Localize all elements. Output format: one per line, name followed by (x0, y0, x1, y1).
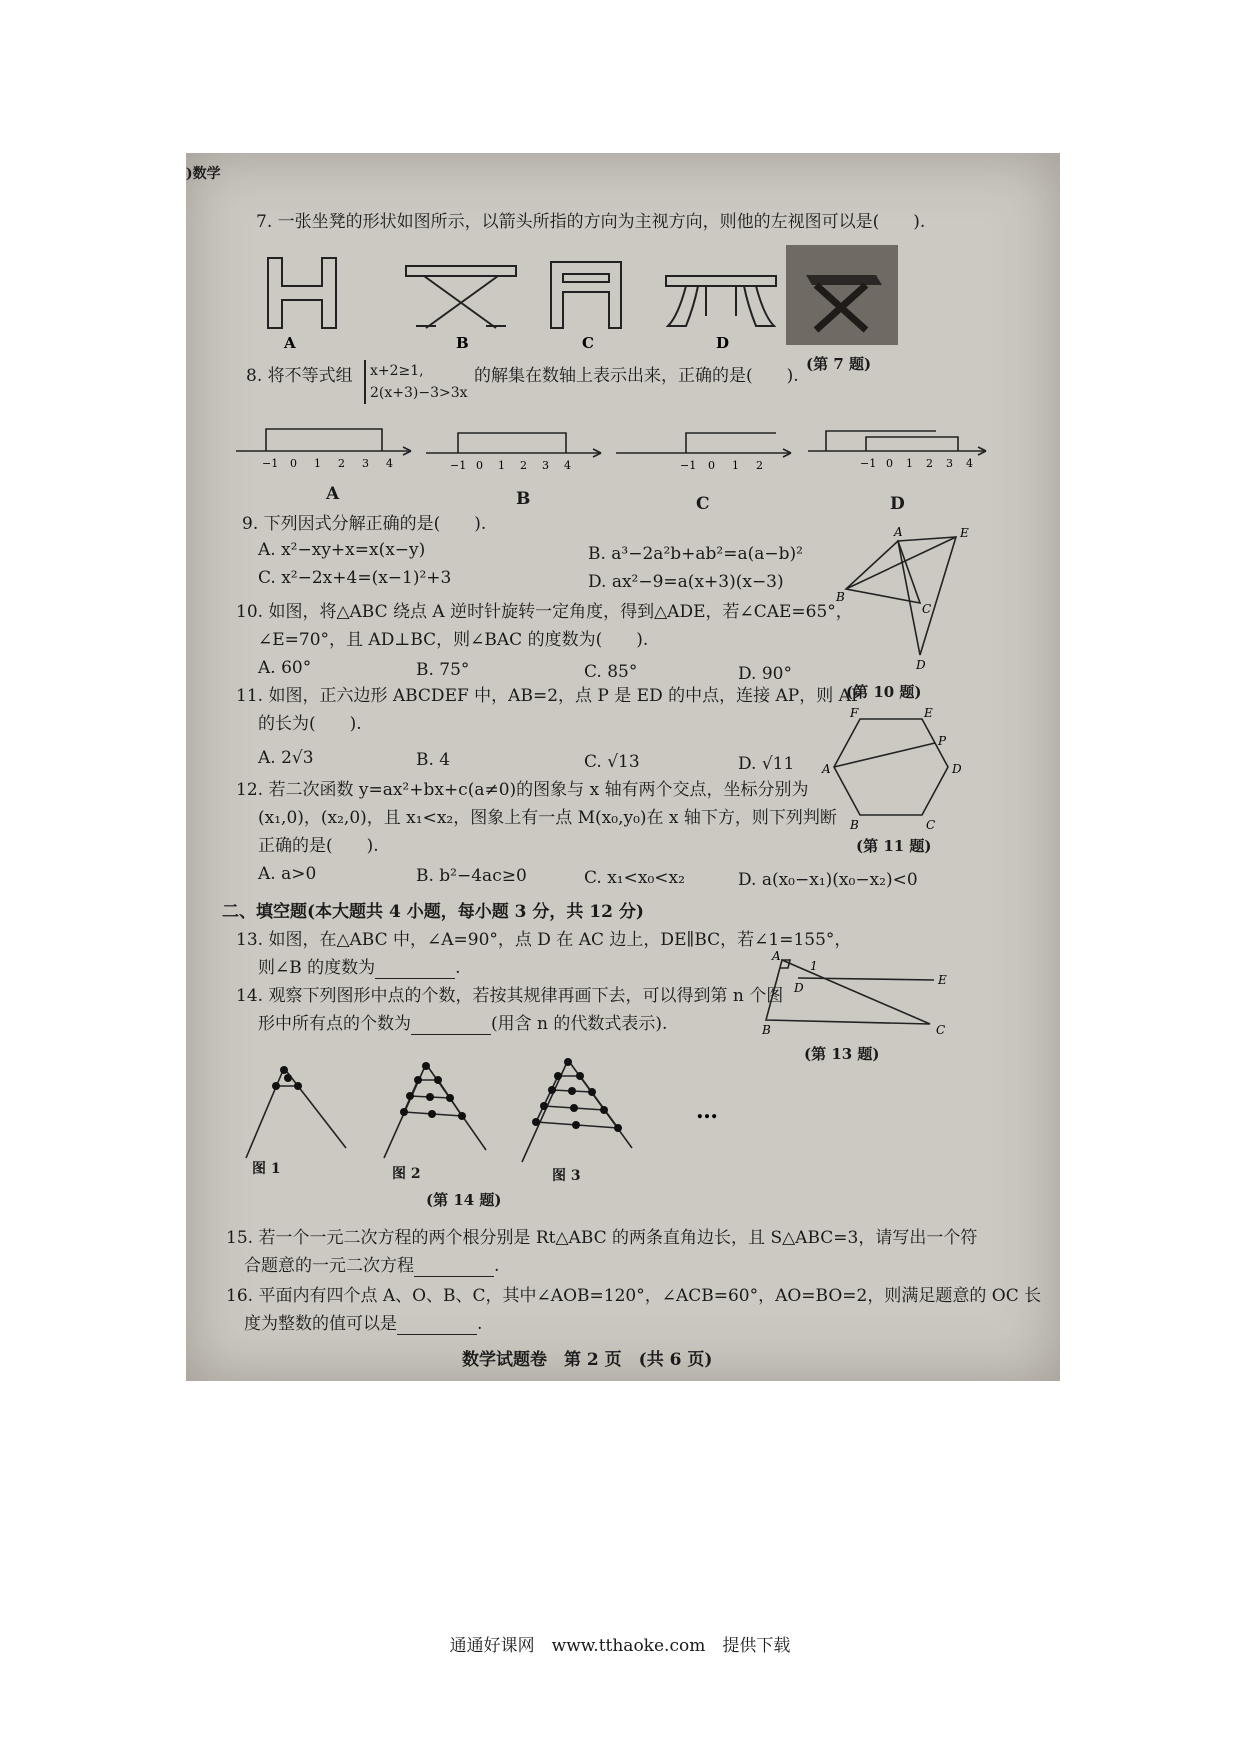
q16-line1: 16. 平面内有四个点 A、O、B、C，其中∠AOB=120°，∠ACB=60°，AO=BO=2，则满足题意的 OC 长 (226, 1286, 1042, 1306)
q11-label-f: F (850, 706, 859, 720)
q7-figure-d (666, 276, 776, 326)
q12-option-c: C. x₁<x₀<x₂ (584, 868, 685, 888)
q11-label-d: D (952, 762, 962, 776)
q11-label-a: A (822, 762, 831, 776)
q8-label-d: D (890, 494, 905, 514)
q7-option-figures (256, 248, 796, 352)
q9-stem: 9. 下列因式分解正确的是( ). (242, 514, 487, 534)
q15-line2: 合题意的一元二次方程 . (244, 1256, 500, 1276)
q7-stem: 7. 一张坐凳的形状如图所示，以箭头所指的方向为主视方向，则他的左视图可以是( ). (256, 212, 926, 232)
q13-label-b: B (762, 1023, 771, 1037)
q14-caption: (第 14 题) (426, 1191, 502, 1209)
q7-label-a: A (284, 334, 296, 352)
q8-stem-pre: 8. 将不等式组 (246, 366, 353, 386)
q11-option-c: C. √13 (584, 752, 640, 772)
q13-label-d: D (794, 981, 804, 995)
q10-option-b: B. 75° (416, 660, 470, 680)
q8-b-tick-5: 3 (542, 459, 549, 472)
q12-option-d: D. a(x₀−x₁)(x₀−x₂)<0 (738, 870, 918, 890)
q8-d-tick-1: −1 (860, 457, 877, 470)
q8-c-tick-3: 1 (732, 459, 739, 472)
q15-answer-blank[interactable] (414, 1260, 494, 1277)
q11-option-d: D. √11 (738, 754, 795, 774)
q10-label-c: C (922, 602, 932, 616)
q10-line1: 10. 如图，将△ABC 绕点 A 逆时针旋转一定角度，得到△ADE，若∠CAE=65°， (236, 602, 853, 622)
q7-caption: (第 7 题) (806, 355, 872, 373)
q10-option-d: D. 90° (738, 664, 792, 684)
q10-option-c: C. 85° (584, 662, 638, 682)
q11-caption: (第 11 题) (856, 837, 932, 855)
q8-a-tick-4: 2 (338, 457, 345, 470)
q12-line2: (x₁,0)，(x₂,0)，且 x₁<x₂，图象上有一点 M(x₀,y₀)在 x 轴下方，则下列判断 (258, 808, 837, 828)
site-footer: 通通好课网 www.tthaoke.com 提供下载 (449, 1636, 791, 1656)
q7-figure-c (551, 262, 621, 328)
q7-stool-photo (786, 245, 898, 345)
q13-label-1: 1 (810, 959, 818, 973)
q13-line2: 则∠B 的度数为 . (258, 958, 461, 978)
q13-figure (762, 948, 962, 1038)
q14-line1: 14. 观察下列图形中点的个数，若按其规律再画下去，可以得到第 n 个图 (236, 986, 784, 1006)
q8-label-a: A (326, 484, 340, 504)
q10-line2: ∠E=70°，且 AD⊥BC，则∠BAC 的度数为( ). (258, 630, 649, 650)
q8-c-tick-1: −1 (680, 459, 697, 472)
q14-ellipsis: … (696, 1098, 718, 1124)
q15-line2-text: 合题意的一元二次方程 (244, 1256, 414, 1276)
q14-fig2-label: 图 2 (392, 1166, 421, 1182)
q8-b-tick-4: 2 (520, 459, 527, 472)
q11-option-a: A. 2√3 (258, 748, 314, 768)
q7-label-d: D (716, 334, 730, 352)
q8-label-b: B (516, 489, 531, 509)
q10-label-a: A (894, 525, 903, 539)
q10-figure (836, 523, 1006, 683)
q12-line3: 正确的是( ). (258, 836, 379, 856)
q16-line2: 度为整数的值可以是 . (244, 1314, 483, 1334)
q13-line2-text: 则∠B 的度数为 (258, 958, 376, 978)
q11-line2: 的长为( ). (258, 714, 362, 734)
q12-line1: 12. 若二次函数 y=ax²+bx+c(a≠0)的图象与 x 轴有两个交点，坐标分别为 (236, 780, 809, 800)
corner-label: )数学 (186, 166, 221, 182)
q11-line1: 11. 如图，正六边形 ABCDEF 中，AB=2，点 P 是 ED 的中点，连接 AP，则 AP (236, 686, 863, 706)
q14-line2a: 形中所有点的个数为 (258, 1014, 411, 1034)
q8-system (364, 360, 468, 404)
q11-option-b: B. 4 (416, 750, 451, 770)
q11-label-p: P (938, 734, 947, 748)
q8-system-line1: x+2≥1, (370, 363, 424, 379)
q12-option-a: A. a>0 (258, 864, 317, 884)
q8-c-tick-2: 0 (708, 459, 715, 472)
q10-label-b: B (836, 590, 845, 604)
q8-a-tick-6: 4 (386, 457, 393, 470)
scanned-page-photo (186, 153, 1060, 1381)
q9-option-a: A. x²−xy+x=x(x−y) (258, 540, 426, 560)
q9-option-b: B. a³−2a²b+ab²=a(a−b)² (588, 544, 803, 564)
q11-label-c: C (926, 818, 936, 832)
q11-label-b: B (850, 818, 859, 832)
q7-label-c: C (582, 334, 594, 352)
q9-option-d: D. ax²−9=a(x+3)(x−3) (588, 572, 784, 592)
q8-stem-post: 的解集在数轴上表示出来，正确的是( ). (474, 366, 799, 386)
q10-label-d: D (916, 658, 926, 672)
q14-fig3-label: 图 3 (552, 1168, 581, 1184)
page-footer: 数学试题卷 第 2 页 (共 6 页) (462, 1350, 713, 1370)
q14-figures (236, 1058, 796, 1168)
q10-label-e: E (960, 526, 969, 540)
q13-line1: 13. 如图，在△ABC 中，∠A=90°，点 D 在 AC 边上，DE∥BC，若∠1=155°， (236, 930, 852, 950)
q8-b-tick-2: 0 (476, 459, 483, 472)
q8-a-tick-2: 0 (290, 457, 297, 470)
q8-b-tick-1: −1 (450, 459, 467, 472)
q8-number-lines (236, 411, 1056, 491)
q14-fig1-label: 图 1 (252, 1161, 281, 1177)
q10-option-a: A. 60° (258, 658, 312, 678)
q15-line1: 15. 若一个一元二次方程的两个根分别是 Rt△ABC 的两条直角边长，且 S△ABC=3，请写出一个符 (226, 1228, 978, 1248)
q13-label-e: E (938, 973, 947, 987)
q13-label-a: A (772, 949, 781, 963)
q8-label-c: C (696, 494, 710, 514)
q8-d-tick-2: 0 (886, 457, 893, 470)
q14-answer-blank[interactable] (411, 1018, 491, 1035)
q8-a-tick-3: 1 (314, 457, 321, 470)
q12-option-b: B. b²−4ac≥0 (416, 866, 527, 886)
q13-answer-blank[interactable] (375, 962, 455, 979)
q8-d-tick-6: 4 (966, 457, 973, 470)
q8-system-line2: 2(x+3)−3>3x (370, 385, 468, 401)
q9-option-c: C. x²−2x+4=(x−1)²+3 (258, 568, 452, 588)
q14-line2b: (用含 n 的代数式表示). (491, 1014, 668, 1034)
q8-d-tick-3: 1 (906, 457, 913, 470)
q7-figure-a (268, 258, 336, 328)
q8-b-tick-3: 1 (498, 459, 505, 472)
q16-answer-blank[interactable] (397, 1318, 477, 1335)
q13-label-c: C (936, 1023, 946, 1037)
q14-line2 (258, 1013, 667, 1035)
q8-d-tick-5: 3 (946, 457, 953, 470)
q8-c-tick-4: 2 (756, 459, 763, 472)
q8-a-tick-5: 3 (362, 457, 369, 470)
q13-caption: (第 13 题) (804, 1045, 880, 1063)
q8-d-tick-4: 2 (926, 457, 933, 470)
q16-line2-text: 度为整数的值可以是 (244, 1314, 397, 1334)
q7-figure-b (406, 266, 516, 328)
q10-caption: (第 10 题) (846, 683, 922, 701)
q8-b-tick-6: 4 (564, 459, 571, 472)
section-2-heading: 二、填空题(本大题共 4 小题，每小题 3 分，共 12 分) (222, 902, 644, 922)
q8-a-tick-1: −1 (262, 457, 279, 470)
q11-label-e: E (924, 706, 933, 720)
q7-label-b: B (456, 334, 469, 352)
